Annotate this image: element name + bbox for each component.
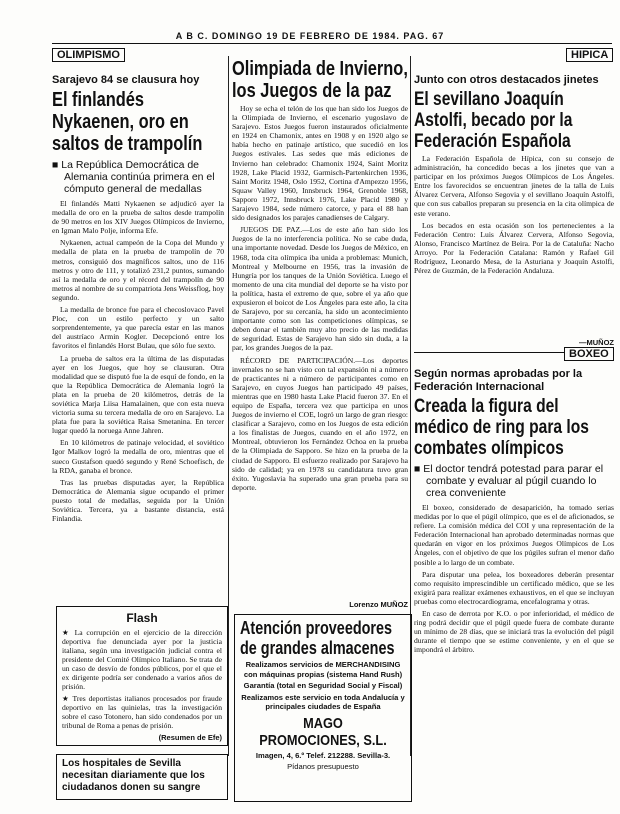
article-kicker: Según normas aprobadas por la Federación Internacional bbox=[414, 368, 583, 393]
article-astolfi bbox=[414, 72, 614, 340]
article-headline: Olimpiada de Invierno, los Juegos de la paz bbox=[232, 58, 408, 102]
article-headline: Creada la figura del médico de ring para los combates olímpicos bbox=[414, 396, 589, 459]
ad-brand: MAGO PROMOCIONES, S.L. bbox=[259, 714, 387, 749]
article-headline: El finlandés Nykaenen, oro en saltos de trampolín bbox=[52, 89, 203, 155]
article-kicker: Sarajevo 84 se clausura hoy bbox=[52, 74, 200, 86]
article-paragraph: Para disputar una pelea, los boxeadores deberán presentar como requisito imprescindible un certificado médico, que se les exigirá para realizar exámenes exhaustivos, en el que se incluyan pruebas como electrocardiograma, encefalograma y otras. bbox=[414, 569, 614, 606]
article-paragraph: En caso de derrota por K.O. o por inferioridad, el médico de ring podrá decidir que el púgil quede fuera de combate durante un mínimo de 28 días, que se iniciará tras la evolución del púgil durante el tiempo que se estime conveniente, y en el que se impondrá el árbitro. bbox=[414, 609, 614, 655]
article-paragraph: Nykaenen, actual campeón de la Copa del Mundo y medalla de plata en la prueba de trampolín de 70 metros, consiguió dos magníficos saltos, uno de 116 metros y otro de 111, y totalizó 231,2 puntos, sumando así la medalla de oro y el récord del trampolín de 90 metros al nombre de su compatriota Jens Weissflog, hoy segundo. bbox=[52, 238, 224, 302]
ad-footer: Pídanos presupuesto bbox=[287, 762, 359, 771]
article-kicker: Junto con otros destacados jinetes bbox=[414, 74, 599, 86]
column-divider-1 bbox=[228, 56, 229, 756]
article-paragraph: La prueba de saltos era la última de las disputadas ayer en los Juegos, que hoy se clausuran. Otra modalidad que se disputó fue la de esquí de fondo, en la que la República Democrática de Alemania logró la plata en la prueba de 20 kilómetros, detrás de la soviética Marja Liisa Hamalainen, que con esta nueva victoria suma su tercera medalla de oro en Sarajevo. La plata fue para la soviética Raisa Smetanina. En tercer lugar quedó la noruega Anne Jahren. bbox=[52, 353, 224, 436]
advertisement-box bbox=[234, 614, 412, 802]
flash-source: (Resumen de Efe) bbox=[158, 733, 222, 742]
article-paragraph: El boxeo, considerado de desaparición, ha tomado serias medidas por lo que el púgil olímpico, que es el de aficionados, se refiere. La comisión médica del COI y una representación de la Federación Internacional han aprobado determinadas normas que quedarán en vigor en los próximos Juegos Olímpicos de Los Ángeles, con el objetivo de que los púgiles sufran el menor daño posible a lo largo de un combate. bbox=[414, 503, 614, 567]
section-olimpismo: OLIMPISMO bbox=[52, 48, 125, 62]
article-paragraph: Hoy se echa el telón de los que han sido los Juegos de la Olimpiada de Invierno, el escenario yugoslavo de Sarajevo. Estos Juegos fueron instaurados oficialmente en 1924 en Chamonix, antes en 1908 y en 1920 algo se había hecho en patinaje artístico, que sucedió en los Juegos estivales. Las sedes que más ediciones de Invierno han celebrado: Chamonix 1924, Saint Moritz 1928, Lake Placid 1932, Garmisch-Partenkirchen 1936, Saint Moritz 1948, Oslo 1952, Cortina d'Ampezzo 1956, Squaw Valley 1960, Innsbruck 1964, Grenoble 1968, Sapporo 1972, Innsbruck 1976, Lake Placid 1980 y Sarajevo 1984, sede número catorce, y para el 88 han sido designados los parajes canadienses de Calgary. bbox=[232, 104, 408, 223]
ad-address: Imagen, 4, 6.º Telef. 212288. Sevilla-3. bbox=[255, 750, 391, 760]
article-signature: Lorenzo MUÑOZ bbox=[349, 600, 408, 609]
ad-line: Realizamos servicios de MERCHANDISING con máquinas propias (sistema Hand Rush) bbox=[243, 660, 403, 679]
ad-headline: Atención proveedores de grandes almacenes bbox=[240, 618, 395, 658]
ad-line: Realizamos este servicio en toda Andalucía y principales ciudades de España bbox=[241, 692, 405, 711]
article-signature: —MUÑOZ bbox=[579, 338, 614, 347]
article-paragraph: La medalla de bronce fue para el checoslovaco Pavel Ploc, con un estilo perfecto y un salto sorprendentemente, ya que parecía estar en las manos del austríaco Armin Kogler. Decepcionó entre los favoritos el finlandés Horst Bulau, que sólo fue sexto. bbox=[52, 305, 224, 351]
article-subhead: ■ El doctor tendrá potestad para parar el combate y evaluar al púgil cuando lo crea conveniente bbox=[414, 463, 604, 499]
flash-item: ★ La corrupción en el ejercicio de la dirección deportiva fue denunciada ayer por la justicia italiana, según una investigación judicial contra el presidente del Comité Olímpico Italiano. Se trata de un caso de desvío de fondos públicos, por el que el ex dirigente podría ser condenado a varios años de prisión. bbox=[62, 628, 222, 691]
article-headline: El sevillano Joaquín Astolfi, becado por la Federación Española bbox=[414, 89, 573, 152]
section-boxeo: BOXEO bbox=[564, 347, 614, 361]
article-paragraph: RÉCORD DE PARTICIPACIÓN.—Los deportes invernales no se han visto con tal expansión ni a número de practicantes ni a número de participantes como en Sarajevo, en cuyos Juegos han participado 49 países, mientras que en 1980 hasta Lake Placid fueron 37. En el equipo de España, tercera vez que participa en unos Juegos de invierno el COE, logró un largo de gran riesgo: clasificar a Sarajevo, como en los Juegos de esta edición a los finalistas de Juegos, cuando en el año 1972, en Montreal, obtuvieron los Fernández Ochoa en la prueba de la Olimpiada de Sapporo. Se hizo en la prueba de la ciudad de Sapporo. El esfuerzo realizado por Sarajevo ha sido de calidad; ya en 1978 su candidatura tuvo gran éxito. Yugoslavia ha superado una gran prueba para su deporte. bbox=[232, 355, 408, 492]
top-rule bbox=[52, 43, 612, 44]
article-olimpiada bbox=[232, 56, 408, 596]
article-paragraph: En 10 kilómetros de patinaje velocidad, el soviético Igor Malkov logró la medalla de oro, mientras que el sueco Gustafson quedó segundo y René Schoefisch, de la RDA, ganaba el bronce. bbox=[52, 438, 224, 475]
article-nykaenen bbox=[52, 72, 224, 602]
article-subhead: ■ La República Democrática de Alemania continúa primera en el cómputo general de medallas bbox=[52, 159, 215, 195]
article-paragraph: El finlandés Matti Nykaenen se adjudicó ayer la medalla de oro en la prueba de saltos desde trampolín de 90 metros en los XIV Juegos Olímpicos de Invierno, en Igman Malo Polje, informa Efe. bbox=[52, 199, 224, 236]
masthead: A B C. DOMINGO 19 DE FEBRERO DE 1984. PAG. 67 bbox=[175, 31, 445, 41]
article-boxeo bbox=[414, 366, 614, 798]
article-paragraph: Los becados en esta ocasión son los pertenecientes a la Federación Centro: Luis Álvarez Cervera, Alfonso Segovia, Alonso, Francisco Martínez de Beira. Por la de Cataluña: Nacho Arroyo. Por la Federación Catalana: Ramón y Rafael Gil Rodríguez, Leonardo Mesa, de la Asturiana y Joaquín Astolfi, Pérez de Guzmán, de la Federación Andaluza. bbox=[414, 220, 614, 276]
article-paragraph: La Federación Española de Hípica, con su consejo de administración, ha concedido becas a los jinetes que van a participar en los próximos Juegos Olímpicos de Los Ángeles. Entre los favorecidos se encuentran jinetes de la talla de Luis Álvarez Cervera, Alfonso Segovia y el sevillano Joaquín Astolfi, que con sus caballos preparan su presencia en la cita olímpica de este verano. bbox=[414, 154, 614, 218]
hospitales-box: Los hospitales de Sevilla necesitan diariamente que los ciudadanos donen su sangre bbox=[56, 754, 228, 800]
flash-item: ★ Tres deportistas italianos procesados por fraude deportivo en las quinielas, tras la investigación sobre el caso Totonero, han sido condenados por un tribunal de Roma a penas de prisión. bbox=[62, 694, 222, 730]
article-paragraph: JUEGOS DE PAZ.—Los de este año han sido los Juegos de la no interferencia política. No se cabe duda, una importante novedad. Desde los Juegos de México, en 1968, toda cita olímpica iba unida a problemas: Munich, Montreal y Melbourne en 1956, tras la invasión de Hungría por los tanques de la Unión Soviética. Luego el momento de una cita mundial del deporte se ha visto por la política, hasta el extremo de que, sobre el ya año que expusieron el boicot de Los Ángeles para este año, la cita de Sarajevo, por su cercanía, ha sido un acontecimiento importante como son las competiciones olímpicas, se deben donar el también muy alto precio de las medidas de seguridad. Estas de Sarajevo han sido sin duda, a la par, los grandes Juegos de la paz. bbox=[232, 225, 408, 353]
flash-box bbox=[56, 606, 228, 746]
article-paragraph: Tras las pruebas disputadas ayer, la República Democrática de Alemania sigue ocupando el primer puesto total de medallas, seguida por la Unión Soviética. Tercera, ya a bastante distancia, está Finlandia. bbox=[52, 477, 224, 524]
ad-line: Garantía (total en Seguridad Social y Fiscal) bbox=[243, 681, 403, 690]
section-hipica: HIPICA bbox=[566, 48, 613, 62]
flash-title: Flash bbox=[126, 611, 158, 625]
